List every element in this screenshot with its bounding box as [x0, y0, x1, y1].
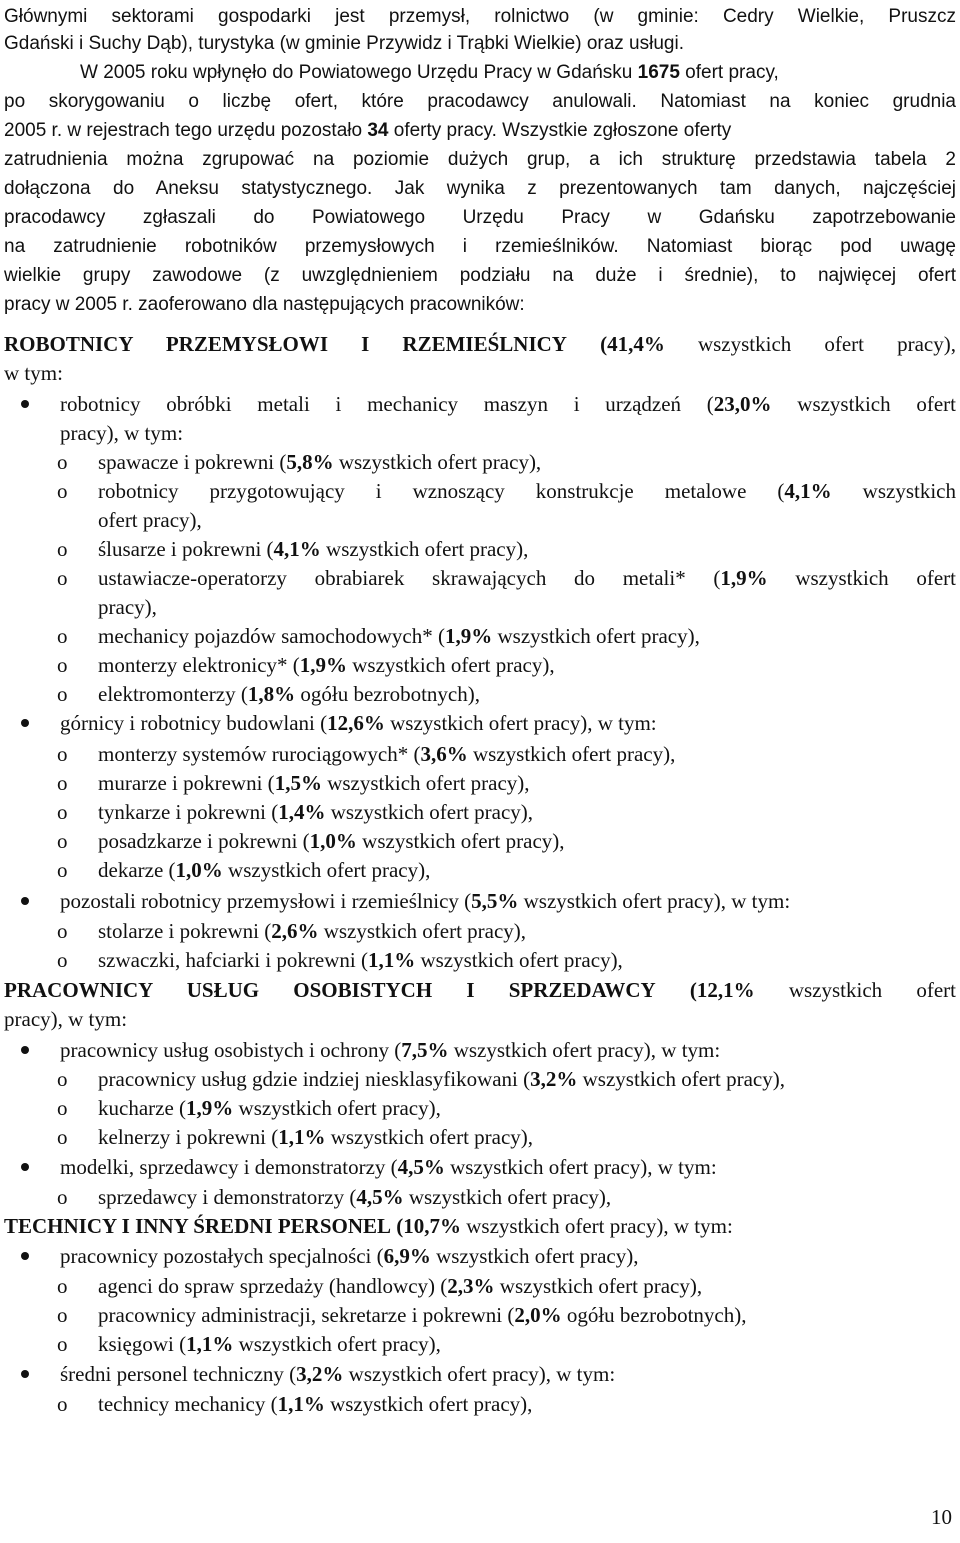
intro-line [4, 145, 956, 174]
offer-count: 1675 [637, 62, 680, 83]
percentage: 1,5% [274, 771, 322, 795]
percentage: 5,8% [286, 450, 334, 474]
text: w tym: [4, 361, 63, 385]
text: wszystkich ofert pracy), w tym: [448, 1038, 721, 1062]
text: ślusarze i pokrewni ( [98, 537, 274, 561]
circle-bullet-icon: o [57, 682, 68, 706]
text: wszystkich ofert pracy), [430, 1244, 639, 1268]
circle-bullet-icon: o [57, 1125, 68, 1149]
text: tynkarze i pokrewni ( [98, 800, 279, 824]
intro-line [4, 261, 956, 290]
text: księgowi ( [98, 1332, 187, 1356]
text: ogółu bezrobotnych), [561, 1303, 747, 1327]
percentage: 1,9% [299, 653, 348, 677]
text: szwaczki, hafciarki i pokrewni ( [98, 948, 368, 972]
sub-item [98, 1094, 956, 1123]
percentage: 3,2% [296, 1362, 344, 1386]
text: pracy), w tym: [60, 421, 184, 445]
percentage: 1,0% [309, 829, 357, 853]
sub-item [98, 1390, 956, 1419]
heading-text: TECHNICY I INNY ŚREDNI PERSONEL [4, 1214, 392, 1238]
percentage: 7,5% [401, 1038, 449, 1062]
section-heading [4, 330, 956, 359]
text: oferty pracy. Wszystkie zgłoszone oferty [388, 120, 732, 141]
circle-bullet-icon: o [57, 653, 68, 677]
sub-item [98, 477, 956, 506]
sub-item [98, 1301, 956, 1330]
sub-item-cont [98, 593, 956, 622]
text: pracownicy usług osobistych i ochrony ( [60, 1038, 402, 1062]
intro-line [4, 116, 956, 145]
text: dołączona do Aneksu statystycznego. Jak wynika z prezentowanych tam danych, najczęściej [4, 178, 956, 199]
text: po skorygowaniu o liczbę ofert, które pracodawcy anulowali. Natomiast na koniec grudnia [4, 91, 956, 112]
text: wszystkich ofert pracy), [320, 537, 529, 561]
text: wszystkich ofert pracy), [333, 450, 542, 474]
circle-bullet-icon: o [57, 537, 68, 561]
bullet-item [60, 390, 956, 419]
percentage: 1,4% [278, 800, 326, 824]
text: wszystkich ofert pracy), [324, 1392, 533, 1416]
percentage: 5,5% [471, 889, 519, 913]
text: zatrudnienia można zgrupować na poziomie dużych grup, a ich strukturę przedstawia tabela 2 [4, 149, 956, 170]
text: agenci do spraw sprzedaży (handlowcy) ( [98, 1274, 448, 1298]
text: wszystkich ofert [771, 392, 956, 416]
bullet-item [60, 887, 956, 916]
text: technicy mechanicy ( [98, 1392, 278, 1416]
text: ogółu bezrobotnych), [295, 682, 480, 706]
text: 2005 r. w rejestrach tego urzędu pozostało [4, 120, 368, 141]
sub-item [98, 740, 956, 769]
text: stolarze i pokrewni ( [98, 919, 272, 943]
text: murarze i pokrewni ( [98, 771, 275, 795]
text: ustawiacze-operatorzy obrabiarek skrawających do metali* ( [98, 566, 721, 590]
sub-item [98, 535, 956, 564]
section-heading [4, 1212, 956, 1241]
sub-item [98, 1183, 956, 1212]
text: wszystkich ofert pracy), w tym: [518, 889, 791, 913]
percentage: 6,9% [383, 1244, 431, 1268]
sub-item [98, 1330, 956, 1359]
text: modelki, sprzedawcy i demonstratorzy ( [60, 1155, 398, 1179]
percentage: 3,6% [420, 742, 468, 766]
text: pracownicy pozostałych specjalności ( [60, 1244, 384, 1268]
intro-line [4, 87, 956, 116]
percentage: 1,8% [247, 682, 296, 706]
text: średni personel techniczny ( [60, 1362, 297, 1386]
circle-bullet-icon: o [57, 1392, 68, 1416]
percentage: (10,7% [396, 1214, 462, 1238]
circle-bullet-icon: o [57, 858, 68, 882]
percentage: 2,3% [447, 1274, 495, 1298]
bullet-icon [21, 1046, 29, 1054]
percentage: 2,6% [271, 919, 319, 943]
text: wszystkich ofert pracy), [415, 948, 623, 972]
text: pracy w 2005 r. zaoferowano dla następujących pracowników: [4, 294, 525, 315]
percentage: 4,5% [397, 1155, 445, 1179]
circle-bullet-icon: o [57, 829, 68, 853]
percentage: 1,9% [186, 1096, 234, 1120]
text: dekarze ( [98, 858, 176, 882]
text: robotnicy przygotowujący i wznoszący konstrukcje metalowe ( [98, 479, 785, 503]
text: wszystkich ofert pracy), w tym: [384, 711, 657, 735]
sub-item [98, 1065, 956, 1094]
circle-bullet-icon: o [57, 1332, 68, 1356]
percentage: (41,4% [600, 332, 665, 356]
circle-bullet-icon: o [57, 771, 68, 795]
text: monterzy elektronicy* ( [98, 653, 300, 677]
sub-item [98, 827, 956, 856]
circle-bullet-icon: o [57, 450, 68, 474]
circle-bullet-icon: o [57, 1096, 68, 1120]
text: wszystkich ofert pracy), w tym: [343, 1362, 616, 1386]
bullet-item-cont [60, 419, 956, 448]
text: wszystkich ofert pracy), [325, 1125, 534, 1149]
intro-line [4, 2, 956, 31]
circle-bullet-icon: o [57, 742, 68, 766]
bullet-icon [21, 719, 29, 727]
bullet-item [60, 1360, 956, 1389]
text: wszystkich ofert pracy), [233, 1096, 441, 1120]
percentage: 1,1% [367, 948, 416, 972]
section-heading-cont [4, 1005, 956, 1034]
text: W 2005 roku wpłynęło do Powiatowego Urzędu Pracy w Gdańsku [80, 62, 638, 83]
text: Gdański i Suchy Dąb), turystyka (w gminie Przywidz i Trąbki Wielkie) oraz usługi. [4, 33, 684, 54]
percentage: 1,1% [277, 1392, 325, 1416]
text: wszystkich ofert pracy), [321, 771, 530, 795]
text: spawacze i pokrewni ( [98, 450, 287, 474]
text: wszystkich ofert pracy), [492, 624, 700, 648]
percentage: 1,1% [186, 1332, 234, 1356]
text: wszystkich ofert pracy), [664, 332, 956, 356]
bullet-icon [21, 1163, 29, 1171]
circle-bullet-icon: o [57, 948, 68, 972]
sub-item [98, 1123, 956, 1152]
text: górnicy i robotnicy budowlani ( [60, 711, 328, 735]
percentage: 4,5% [356, 1185, 404, 1209]
percentage: 3,2% [530, 1067, 578, 1091]
text: kucharze ( [98, 1096, 187, 1120]
bullet-item [60, 1036, 956, 1065]
text: wszystkich ofert pracy), [325, 800, 534, 824]
text: wszystkich ofert pracy), [222, 858, 431, 882]
text: ofert pracy), [98, 508, 202, 532]
text: pracy), [98, 595, 157, 619]
intro-line [80, 58, 956, 87]
text: wszystkich ofert pracy), [577, 1067, 785, 1091]
text: wielkie grupy zawodowe (z uwzględnieniem podziału na duże i średnie), to najwięcej ofert [4, 265, 956, 286]
sub-item [98, 769, 956, 798]
text: wszystkich ofert pracy), w tym: [461, 1214, 733, 1238]
text: robotnicy obróbki metali i mechanicy maszyn i urządzeń ( [60, 392, 714, 416]
text: wszystkich ofert [754, 978, 956, 1002]
sub-item [98, 917, 956, 946]
text: pracy), w tym: [4, 1007, 128, 1031]
circle-bullet-icon: o [57, 624, 68, 648]
circle-bullet-icon: o [57, 919, 68, 943]
bullet-item [60, 1153, 956, 1182]
circle-bullet-icon: o [57, 800, 68, 824]
percentage: 1,0% [175, 858, 223, 882]
sub-item [98, 564, 956, 593]
text: sprzedawcy i demonstratorzy ( [98, 1185, 357, 1209]
section-heading [4, 976, 956, 1005]
text: ofert pracy, [679, 62, 779, 83]
sub-item [98, 622, 956, 651]
text: wszystkich ofert [767, 566, 956, 590]
sub-item-cont [98, 506, 956, 535]
text: pracownicy administracji, sekretarze i pokrewni ( [98, 1303, 515, 1327]
text: monterzy systemów rurociągowych* ( [98, 742, 421, 766]
heading-text: ROBOTNICY PRZEMYSŁOWI I RZEMIEŚLNICY [4, 332, 567, 356]
page-number: 10 [931, 1505, 952, 1529]
sub-item [98, 680, 956, 709]
text: na zatrudnienie robotników przemysłowych i rzemieślników. Natomiast biorąc pod uwagę [4, 236, 956, 257]
intro-line [4, 203, 956, 232]
sub-item [98, 1272, 956, 1301]
percentage: 4,1% [784, 479, 832, 503]
intro-line [4, 29, 956, 58]
text: kelnerzy i pokrewni ( [98, 1125, 279, 1149]
sub-item [98, 651, 956, 680]
percentage: 2,0% [514, 1303, 562, 1327]
sub-item [98, 798, 956, 827]
circle-bullet-icon: o [57, 1274, 68, 1298]
circle-bullet-icon: o [57, 479, 68, 503]
bullet-icon [21, 400, 29, 408]
text: wszystkich ofert pracy), [494, 1274, 703, 1298]
circle-bullet-icon: o [57, 566, 68, 590]
text: wszystkich ofert pracy), [403, 1185, 612, 1209]
text: mechanicy pojazdów samochodowych* ( [98, 624, 445, 648]
circle-bullet-icon: o [57, 1303, 68, 1327]
text: pracodawcy zgłaszali do Powiatowego Urzędu Pracy w Gdańsku zapotrzebowanie [4, 207, 956, 228]
text: pracownicy usług gdzie indziej niesklasyfikowani ( [98, 1067, 531, 1091]
text: pozostali robotnicy przemysłowi i rzemieślnicy ( [60, 889, 472, 913]
percentage: 1,9% [720, 566, 768, 590]
bullet-item [60, 709, 956, 738]
bullet-icon [21, 897, 29, 905]
section-heading-cont [4, 359, 956, 388]
percentage: (12,1% [689, 978, 755, 1002]
bullet-icon [21, 1370, 29, 1378]
percentage: 12,6% [327, 711, 385, 735]
text: posadzkarze i pokrewni ( [98, 829, 310, 853]
percentage: 1,9% [444, 624, 493, 648]
percentage: 1,1% [278, 1125, 326, 1149]
sub-item [98, 946, 956, 975]
text: Głównymi sektorami gospodarki jest przemysł, rolnictwo (w gminie: Cedry Wielkie, Pruszcz [4, 6, 956, 27]
text: wszystkich ofert pracy), [233, 1332, 441, 1356]
sub-item [98, 448, 956, 477]
circle-bullet-icon: o [57, 1185, 68, 1209]
text: wszystkich ofert pracy), [467, 742, 676, 766]
intro-line [4, 290, 956, 319]
text: wszystkich ofert pracy), [347, 653, 555, 677]
text: wszystkich ofert pracy), [356, 829, 565, 853]
remaining-count: 34 [367, 120, 389, 141]
heading-text: PRACOWNICY USŁUG OSOBISTYCH I SPRZEDAWCY [4, 978, 656, 1002]
bullet-icon [21, 1252, 29, 1260]
text: wszystkich ofert pracy), w tym: [444, 1155, 717, 1179]
text: elektromonterzy ( [98, 682, 248, 706]
bullet-item [60, 1242, 956, 1271]
text: wszystkich ofert pracy), [318, 919, 527, 943]
percentage: 23,0% [713, 392, 772, 416]
circle-bullet-icon: o [57, 1067, 68, 1091]
text: wszystkich [831, 479, 956, 503]
intro-line [4, 174, 956, 203]
percentage: 4,1% [273, 537, 321, 561]
intro-line [4, 232, 956, 261]
sub-item [98, 856, 956, 885]
